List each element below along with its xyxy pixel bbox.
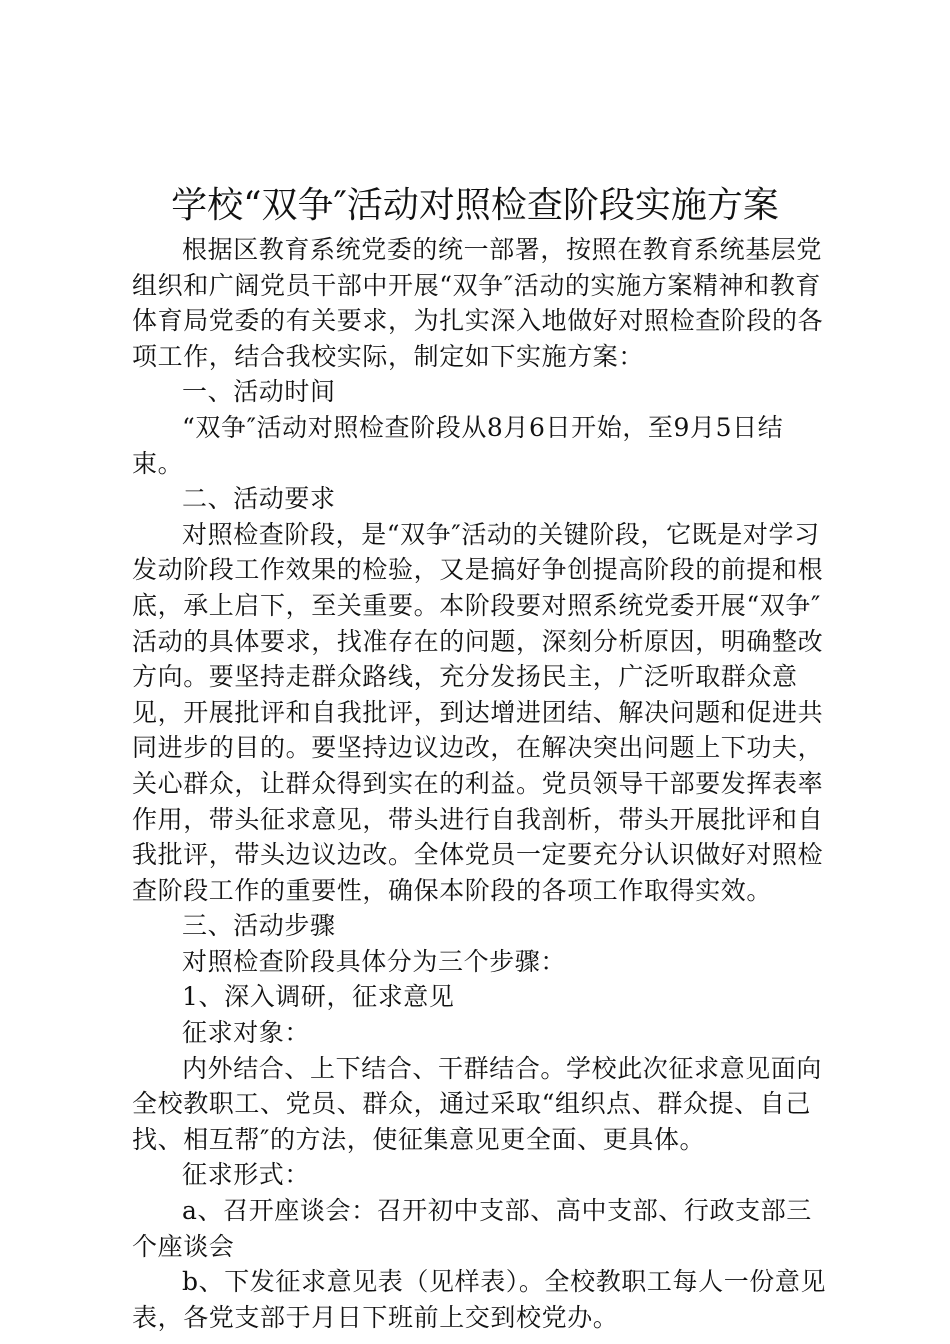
section-heading-steps: 三、活动步骤 xyxy=(182,911,336,941)
steps-intro-paragraph: 对照检查阶段具体分为三个步骤： xyxy=(182,946,567,976)
target-label: 征求对象： xyxy=(182,1018,311,1048)
document-body xyxy=(132,232,832,1335)
format-label: 征求形式： xyxy=(182,1160,311,1190)
intro-paragraph: 根据区教育系统党委的统一部署，按照在教育系统基层党组织和广阔党员干部中开展“双争″活动的实施方案精神和教育体育局党委的有关要求，为扎实深入地做好对照检查阶段的各项工作，结合我校实际，制定如下实施方案： xyxy=(132,235,824,371)
format-item-b: b、下发征求意见表（见样表）。全校教职工每人一份意见表，各党支部于月日下班前上交到校党办。 xyxy=(132,1267,827,1332)
document-title: 学校“双争″活动对照检查阶段实施方案 xyxy=(171,185,779,226)
section-heading-requirements: 二、活动要求 xyxy=(182,484,336,514)
time-paragraph: “双争″活动对照检查阶段从8月6日开始，至9月5日结束。 xyxy=(132,412,784,478)
step-1-heading: 1、深入调研，征求意见 xyxy=(182,982,455,1012)
requirements-paragraph: 对照检查阶段，是“双争″活动的关键阶段，它既是对学习发动阶段工作效果的检验，又是搞好争创提高阶段的前提和根底，承上启下，至关重要。本阶段要对照系统党委开展“双争″活动的具体要求，找准存在的问题，深刻分析原因，明确整改方向。要坚持走群众路线，充分发扬民主，广泛听取群众意见，开展批评和自我批评，到达增进团结、解决问题和促进共同进步的目的。要坚持边议边改，在解决突出问题上下功夫，关心群众，让群众得到实在的利益。党员领导干部要发挥表率作用，带头征求意见，带头进行自我剖析，带头开展批评和自我批评，带头边议边改。全体党员一定要充分认识做好对照检查阶段工作的重要性，确保本阶段的各项工作取得实效。 xyxy=(132,519,824,905)
target-paragraph: 内外结合、上下结合、干群结合。学校此次征求意见面向全校教职工、党员、群众，通过采取“组织点、群众提、自己找、相互帮″的方法，使征集意见更全面、更具体。 xyxy=(132,1053,823,1154)
format-item-a: a、召开座谈会：召开初中支部、高中支部、行政支部三个座谈会 xyxy=(132,1196,812,1261)
section-heading-time: 一、活动时间 xyxy=(182,377,336,407)
